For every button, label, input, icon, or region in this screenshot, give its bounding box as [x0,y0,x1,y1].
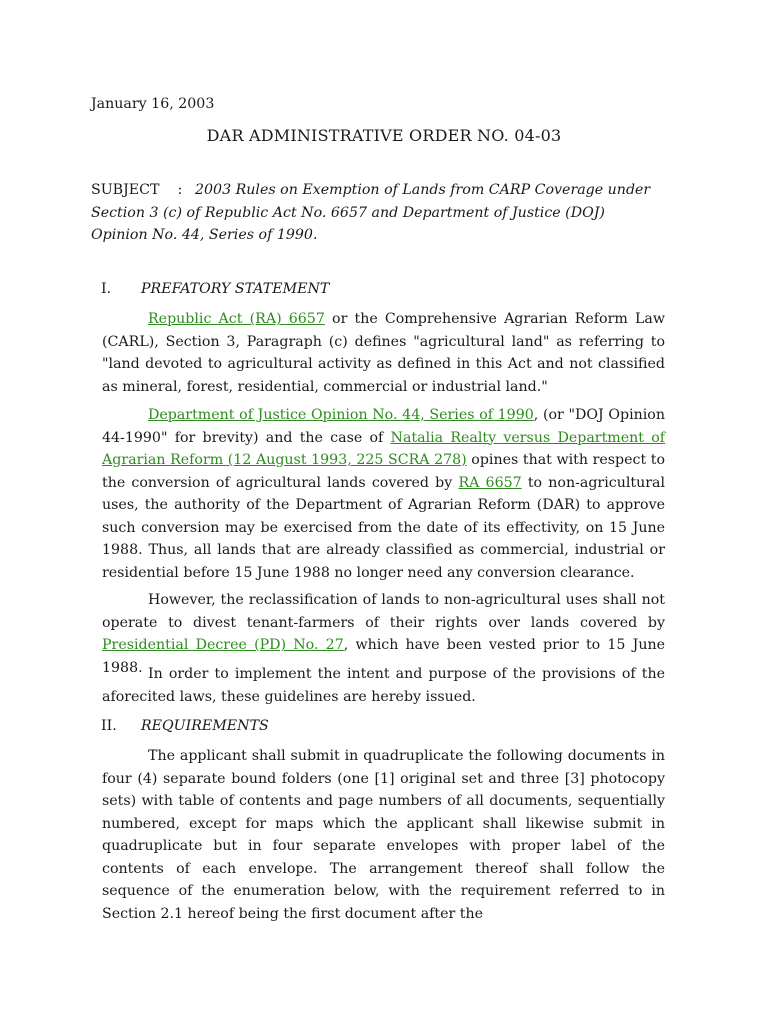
paragraph-text: The applicant shall submit in quadruplicate the following documents in four (4) separate bound folders (one [1] original set and three [3] photocopy sets) with table of contents and page numbers of all documents, sequentially numbered, except for maps which the applicant shall likewise submit in quadruplicate but in four separate envelopes with proper label of the contents of each envelope. The arrangement thereof shall follow the sequence of the enumeration below, with the requirement referred to in Section 2.1 hereof being the first document after the [102,748,665,922]
paragraph-text: or the Comprehensive Agrarian Reform Law (CARL), Section 3, Paragraph (c) defines "agricultural land" as referring to "land devoted to agricultural activity as defined in this Act and not classified as mineral, forest, residential, commercial or industrial land." [102,311,665,395]
section-heading-requirements [101,715,269,738]
paragraph-text: , (or "DOJ Opinion 44-1990" for brevity) and the case of [102,407,665,446]
link-natalia-realty[interactable]: Natalia Realty versus Department of Agrarian Reform (12 August 1993, 225 SCRA 278) [102,429,665,468]
subject-colon: : [177,182,183,198]
section-heading-prefatory [101,278,329,301]
section-title: PREFATORY STATEMENT [141,281,330,297]
paragraph-implementation [102,663,665,708]
subject-label-text: SUBJECT [91,182,160,198]
paragraph-doj-opinion [102,404,665,584]
document-date: January 16, 2003 [91,96,215,112]
link-ra-6657-short[interactable]: RA 6657 [458,474,522,491]
paragraph-carl [102,308,665,398]
paragraph-text: , which have been vested prior to 15 June 1988. [102,637,665,676]
section-number: I. [101,281,112,297]
link-doj-opinion-44[interactable]: Department of Justice Opinion No. 44, Series of 1990 [148,407,534,423]
subject-block [91,179,651,247]
document-title: DAR ADMINISTRATIVE ORDER NO. 04-03 [206,126,562,145]
paragraph-requirements [102,745,665,925]
subject-label [91,179,195,202]
link-ra-6657[interactable]: Republic Act (RA) 6657 [148,311,325,327]
paragraph-text: to non-agricultural uses, the authority of the Department of Agrarian Reform (DAR) to approve such conversion may be exercised from the date of its effectivity, on 15 June 1988. Thus, all lands that are already classified as commercial, industrial or residential before 15 June 1988 no longer need any conversion clearance. [102,474,665,581]
paragraph-text: opines that with respect to the conversion of agricultural lands covered by [102,452,665,491]
paragraph-text: In order to implement the intent and purpose of the provisions of the aforecited laws, these guidelines are hereby issued. [102,666,665,705]
paragraph-text: However, the reclassification of lands to non-agricultural uses shall not operate to divest tenant-farmers of their rights over lands covered by [102,592,665,631]
subject-text: 2003 Rules on Exemption of Lands from CARP Coverage under Section 3 (c) of Republic Act No. 6657 and Department of Justice (DOJ) Opinion No. 44, Series of 1990. [91,182,651,243]
section-title: REQUIREMENTS [141,718,269,734]
section-number: II. [101,718,117,734]
link-pd-27[interactable]: Presidential Decree (PD) No. 27 [102,637,344,653]
